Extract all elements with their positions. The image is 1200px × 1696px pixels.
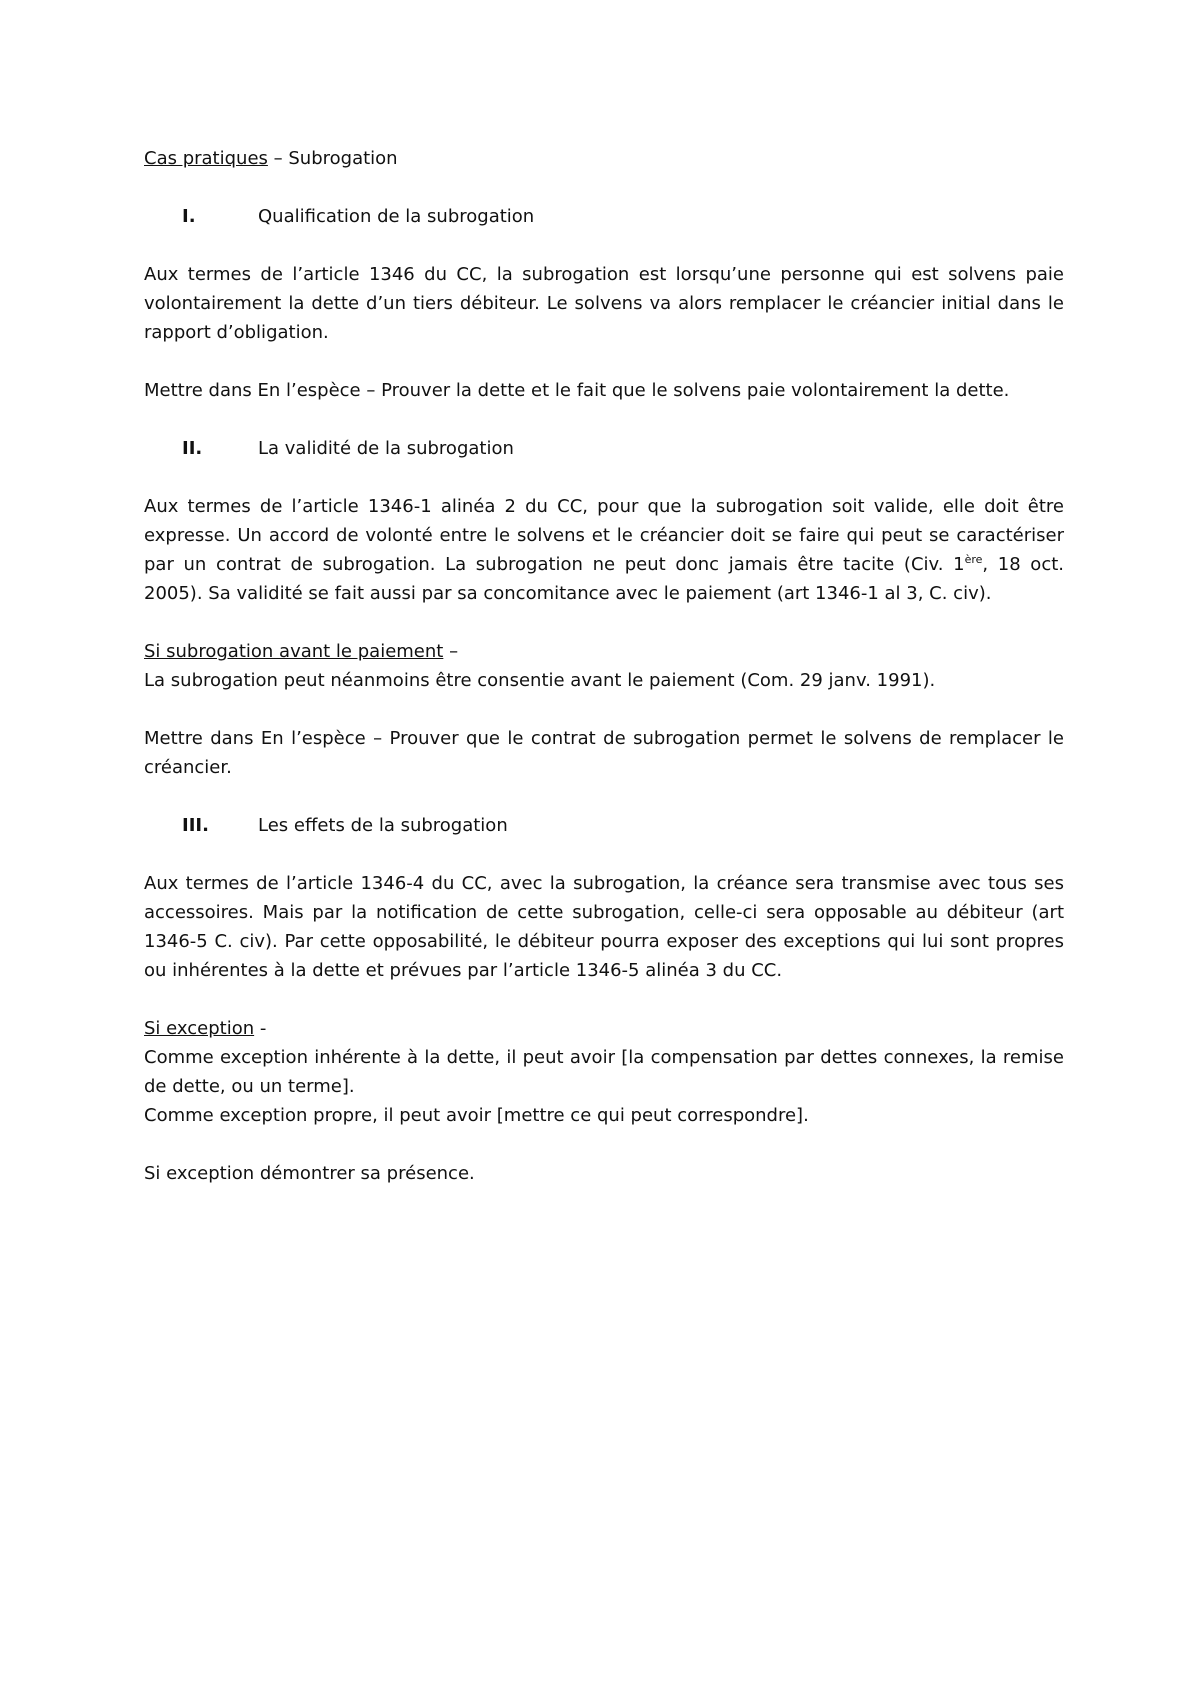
subheading-3-text: Si exception	[144, 1018, 255, 1039]
section-title-2: La validité de la subrogation	[258, 438, 514, 459]
section-heading-3	[182, 811, 1064, 840]
paragraph-2-1-part-b: , 18 oct. 2005). Sa validité se fait aussi par sa concomitance avec le paiement (art 1346-1 al 3, C. civ).	[144, 554, 1064, 604]
document-title	[144, 144, 1064, 173]
paragraph-2-1	[144, 492, 1064, 608]
subheading-3-suffix: -	[254, 1018, 267, 1039]
document-body	[144, 144, 1064, 1217]
paragraph-1-1: Aux termes de l’article 1346 du CC, la subrogation est lorsqu’une personne qui est solvens paie volontairement la dette d’un tiers débiteur. Le solvens va alors remplacer le créancier initial dans le rapport d’obligation.	[144, 264, 1064, 343]
subheading-2-text: Si subrogation avant le paiement	[144, 641, 444, 662]
paragraph-3-2: Comme exception inhérente à la dette, il peut avoir [la compensation par dettes connexes, la remise de dette, ou un terme].	[144, 1047, 1064, 1097]
paragraph-2-2: La subrogation peut néanmoins être consentie avant le paiement (Com. 29 janv. 1991).	[144, 670, 936, 691]
section-heading-2	[182, 434, 1064, 463]
paragraph-3-3: Comme exception propre, il peut avoir [mettre ce qui peut correspondre].	[144, 1105, 809, 1126]
title-underlined: Cas pratiques	[144, 148, 268, 169]
paragraph-2-3: Mettre dans En l’espèce – Prouver que le contrat de subrogation permet le solvens de remplacer le créancier.	[144, 728, 1064, 778]
title-rest: Subrogation	[288, 148, 398, 169]
title-separator: –	[267, 148, 289, 169]
section-heading-1	[182, 202, 1064, 231]
paragraph-3-1: Aux termes de l’article 1346-4 du CC, avec la subrogation, la créance sera transmise avec tous ses accessoires. Mais par la notification de cette subrogation, celle-ci sera opposable au débiteur (art 1346-5 C. civ). Par cette opposabilité, le débiteur pourra exposer des exceptions qui lui sont propres ou inhérentes à la dette et prévues par l’article 1346-5 alinéa 3 du CC.	[144, 873, 1064, 981]
subheading-2	[144, 637, 1064, 666]
paragraph-1-2: Mettre dans En l’espèce – Prouver la dette et le fait que le solvens paie volontairement la dette.	[144, 380, 1010, 401]
section-title-3: Les effets de la subrogation	[258, 815, 508, 836]
section-title-1: Qualification de la subrogation	[258, 206, 535, 227]
superscript-ere: ère	[964, 553, 983, 566]
paragraph-3-4: Si exception démontrer sa présence.	[144, 1163, 475, 1184]
subheading-3	[144, 1014, 1064, 1043]
paragraph-2-1-part-a: Aux termes de l’article 1346-1 alinéa 2 du CC, pour que la subrogation soit valide, elle doit être expresse. Un accord de volonté entre le solvens et le créancier doit se faire qui peut se caractériser par un contrat de subrogation. La subrogation ne peut donc jamais être tacite (Civ. 1	[144, 496, 1064, 575]
section-number-1: I.	[182, 206, 196, 227]
section-number-3: III.	[182, 815, 209, 836]
section-number-2: II.	[182, 438, 203, 459]
subheading-2-suffix: –	[443, 641, 459, 662]
